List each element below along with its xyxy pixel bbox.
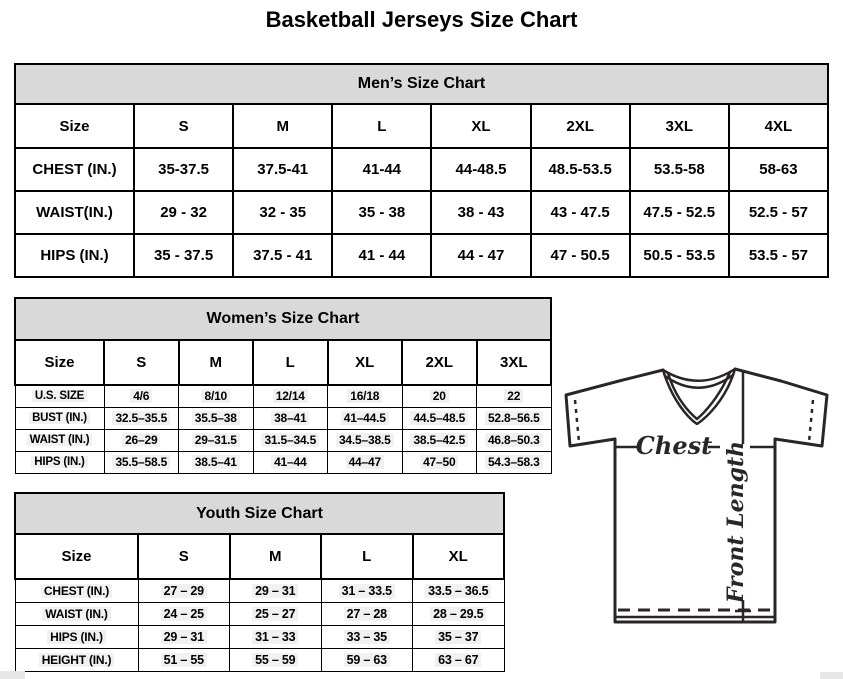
mens-cell: 35 - 37.5 [134, 234, 233, 277]
mens-cell: 29 - 32 [134, 191, 233, 234]
womens-row-label: U.S. SIZE [15, 385, 104, 407]
womens-size-table [14, 297, 552, 474]
mens-col-header: L [332, 104, 431, 148]
mens-cell: 43 - 47.5 [531, 191, 630, 234]
table-row [15, 602, 504, 625]
youth-cell: 29 – 31 [230, 579, 322, 602]
youth-cell: 33.5 – 36.5 [413, 579, 505, 602]
table-row [15, 451, 551, 473]
mens-cell: 41 - 44 [332, 234, 431, 277]
womens-cell: 12/14 [253, 385, 328, 407]
womens-row-label: HIPS (IN.) [15, 451, 104, 473]
youth-cell: 29 – 31 [138, 625, 230, 648]
womens-col-header: L [253, 340, 328, 385]
youth-col-header: L [321, 534, 413, 579]
jersey-measurement-diagram [556, 354, 843, 628]
womens-cell: 22 [477, 385, 552, 407]
youth-cell: 35 – 37 [413, 625, 505, 648]
table-row [15, 579, 504, 602]
jersey-diagram-icon [556, 354, 843, 628]
page-title: Basketball Jerseys Size Chart [265, 7, 578, 32]
mens-size-table [14, 63, 829, 278]
womens-cell: 20 [402, 385, 477, 407]
mens-cell: 48.5-53.5 [531, 148, 630, 191]
womens-cell: 35.5–38 [179, 407, 254, 429]
mens-cell: 44-48.5 [431, 148, 530, 191]
womens-cell: 52.8–56.5 [477, 407, 552, 429]
womens-cell: 35.5–58.5 [104, 451, 179, 473]
womens-cell: 44.5–48.5 [402, 407, 477, 429]
womens-cell: 38.5–41 [179, 451, 254, 473]
womens-cell: 31.5–34.5 [253, 429, 328, 451]
mens-cell: 53.5 - 57 [729, 234, 828, 277]
youth-col-header: XL [413, 534, 505, 579]
mens-cell: 50.5 - 53.5 [630, 234, 729, 277]
chest-label: Chest [635, 431, 713, 460]
front-length-label: Front Length [723, 440, 749, 604]
mens-cell: 53.5-58 [630, 148, 729, 191]
scrollbar-corner-artifact-right [820, 672, 843, 679]
mens-cell: 44 - 47 [431, 234, 530, 277]
womens-cell: 26–29 [104, 429, 179, 451]
mens-cell: 58-63 [729, 148, 828, 191]
mens-cell: 38 - 43 [431, 191, 530, 234]
womens-cell: 16/18 [328, 385, 403, 407]
womens-cell: 4/6 [104, 385, 179, 407]
womens-cell: 54.3–58.3 [477, 451, 552, 473]
mens-col-header: 3XL [630, 104, 729, 148]
mens-cell: 35 - 38 [332, 191, 431, 234]
youth-cell: 31 – 33.5 [321, 579, 413, 602]
mens-cell: 37.5-41 [233, 148, 332, 191]
womens-cell: 38.5–42.5 [402, 429, 477, 451]
womens-cell: 44–47 [328, 451, 403, 473]
youth-cell: 27 – 29 [138, 579, 230, 602]
youth-cell: 27 – 28 [321, 602, 413, 625]
youth-row-label: WAIST (IN.) [15, 602, 138, 625]
mens-cell: 41-44 [332, 148, 431, 191]
youth-col-header: S [138, 534, 230, 579]
womens-table-title: Women’s Size Chart [15, 298, 551, 340]
mens-cell: 32 - 35 [233, 191, 332, 234]
mens-col-header: 4XL [729, 104, 828, 148]
mens-row-label: WAIST(IN.) [15, 191, 134, 234]
youth-cell: 25 – 27 [230, 602, 322, 625]
womens-cell: 29–31.5 [179, 429, 254, 451]
youth-cell: 63 – 67 [413, 648, 505, 671]
womens-cell: 34.5–38.5 [328, 429, 403, 451]
mens-row-label: CHEST (IN.) [15, 148, 134, 191]
youth-size-table [14, 492, 505, 672]
youth-cell: 51 – 55 [138, 648, 230, 671]
table-row [15, 191, 828, 234]
table-row [15, 625, 504, 648]
womens-cell: 41–44.5 [328, 407, 403, 429]
youth-table-title: Youth Size Chart [15, 493, 504, 534]
table-row [15, 407, 551, 429]
table-row [15, 648, 504, 671]
youth-row-label: HEIGHT (IN.) [15, 648, 138, 671]
mens-col-header: M [233, 104, 332, 148]
mens-col-header: XL [431, 104, 530, 148]
youth-cell: 24 – 25 [138, 602, 230, 625]
womens-cell: 32.5–35.5 [104, 407, 179, 429]
womens-col-header: S [104, 340, 179, 385]
womens-cell: 38–41 [253, 407, 328, 429]
womens-col-header: 3XL [477, 340, 552, 385]
womens-cell: 46.8–50.3 [477, 429, 552, 451]
mens-cell: 35-37.5 [134, 148, 233, 191]
youth-row-label: CHEST (IN.) [15, 579, 138, 602]
table-row [15, 385, 551, 407]
mens-table-title: Men’s Size Chart [15, 64, 828, 104]
mens-cell: 47 - 50.5 [531, 234, 630, 277]
youth-row-label: HIPS (IN.) [15, 625, 138, 648]
mens-col-header: 2XL [531, 104, 630, 148]
mens-cell: 37.5 - 41 [233, 234, 332, 277]
youth-corner-label: Size [15, 534, 138, 579]
womens-col-header: XL [328, 340, 403, 385]
womens-row-label: WAIST (IN.) [15, 429, 104, 451]
youth-cell: 59 – 63 [321, 648, 413, 671]
table-row [15, 234, 828, 277]
womens-col-header: 2XL [402, 340, 477, 385]
womens-col-header: M [179, 340, 254, 385]
mens-cell: 52.5 - 57 [729, 191, 828, 234]
mens-corner-label: Size [15, 104, 134, 148]
mens-cell: 47.5 - 52.5 [630, 191, 729, 234]
youth-cell: 31 – 33 [230, 625, 322, 648]
mens-col-header: S [134, 104, 233, 148]
youth-cell: 33 – 35 [321, 625, 413, 648]
womens-cell: 41–44 [253, 451, 328, 473]
scrollbar-corner-artifact-left [0, 671, 25, 679]
youth-cell: 55 – 59 [230, 648, 322, 671]
youth-cell: 28 – 29.5 [413, 602, 505, 625]
table-row [15, 429, 551, 451]
table-row [15, 148, 828, 191]
womens-row-label: BUST (IN.) [15, 407, 104, 429]
womens-cell: 8/10 [179, 385, 254, 407]
youth-col-header: M [230, 534, 322, 579]
womens-cell: 47–50 [402, 451, 477, 473]
womens-corner-label: Size [15, 340, 104, 385]
mens-row-label: HIPS (IN.) [15, 234, 134, 277]
